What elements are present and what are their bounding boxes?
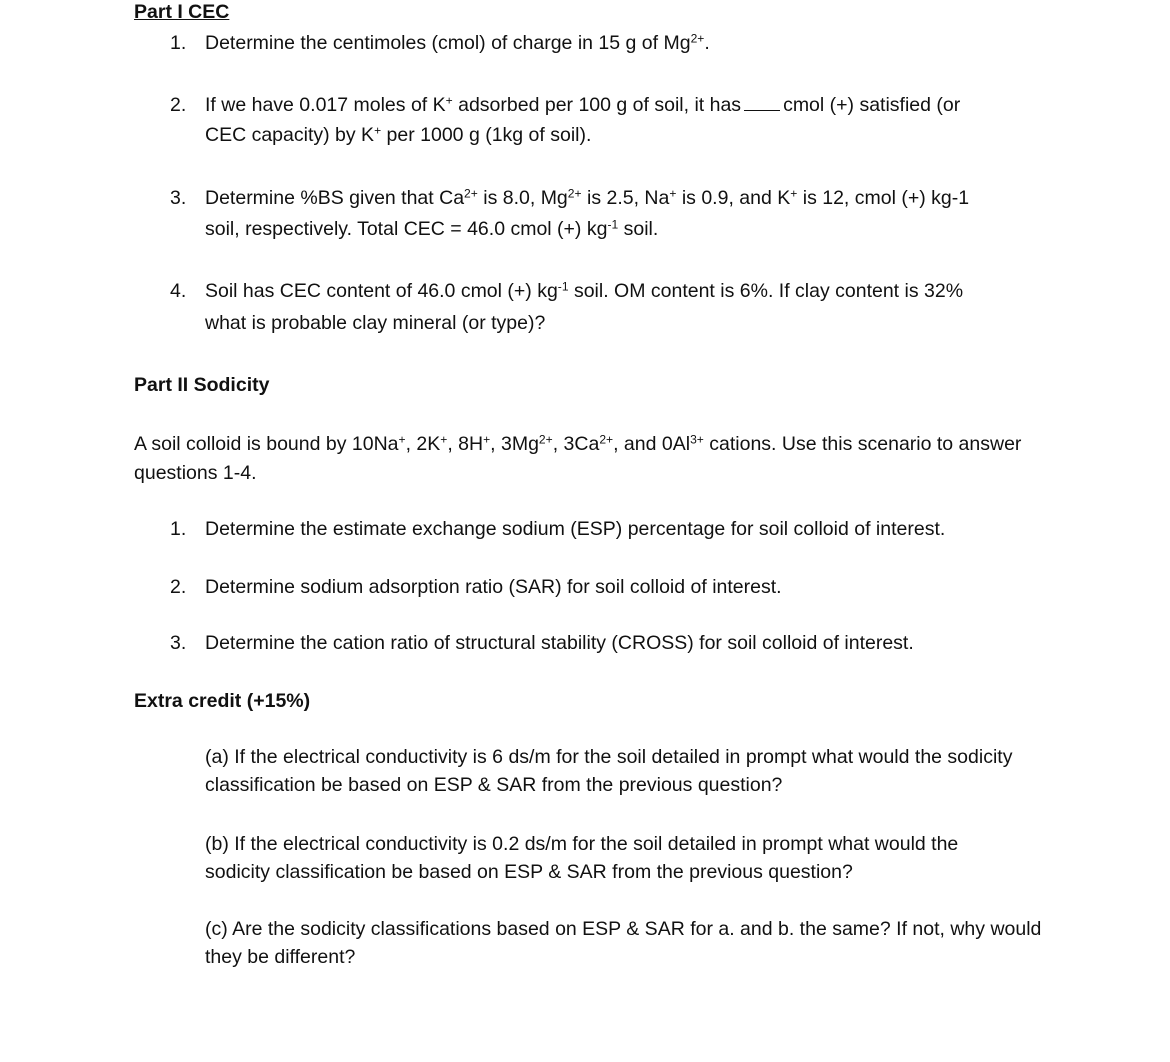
question-text: Determine sodium adsorption ratio (SAR) for soil colloid of interest. (205, 576, 782, 598)
superscript: + (790, 186, 798, 201)
question-text-line (205, 280, 963, 303)
intro-line (134, 462, 257, 485)
superscript: -1 (607, 217, 619, 232)
text-segment: soil. OM content is 6%. If clay content is 32% (568, 280, 964, 302)
text-segment: cmol (+) satisfied (or (783, 94, 961, 116)
answer-blank (744, 109, 780, 111)
question-number: 2. (170, 576, 187, 598)
text-segment: Determine the centimoles (cmol) of charge in 15 g of Mg (205, 32, 691, 54)
text-segment: is 2.5, Na (581, 187, 670, 209)
superscript: 2+ (538, 432, 553, 447)
superscript: + (669, 186, 677, 201)
extra-item-line: sodicity classification be based on ESP & SAR from the previous question? (205, 861, 853, 883)
superscript: 3+ (690, 432, 704, 447)
question-number: 2. (170, 94, 187, 116)
question-number: 3. (170, 632, 187, 654)
question-number: 1. (170, 518, 187, 540)
text-segment: , and 0Al (613, 433, 691, 455)
question-number: 3. (170, 187, 187, 209)
question-number: 4. (170, 280, 187, 302)
question-text-line (205, 187, 969, 210)
text-segment: , 2K (405, 433, 441, 455)
question-text: Determine the estimate exchange sodium (ESP) percentage for soil colloid of interest. (205, 518, 946, 540)
superscript: + (440, 432, 448, 447)
superscript: + (483, 432, 491, 447)
text-segment: A soil colloid is bound by 10Na (134, 433, 399, 455)
superscript: 2+ (690, 31, 705, 46)
question-text-line (205, 94, 960, 117)
superscript: + (398, 432, 406, 447)
text-segment: soil. (618, 218, 659, 240)
text-segment: questions 1-4. (134, 462, 257, 484)
text-segment: Determine %BS given that Ca (205, 187, 465, 209)
extra-credit-title: Extra credit (+15%) (134, 690, 311, 712)
text-segment: is 12, cmol (+) kg-1 (797, 187, 970, 209)
text-segment: , 3Mg (490, 433, 539, 455)
question-number: 1. (170, 32, 187, 54)
intro-line (134, 433, 1021, 456)
question-text-line (205, 218, 658, 241)
text-segment: adsorbed per 100 g of soil, it has (452, 94, 742, 116)
part1-title: Part I CEC (134, 1, 230, 23)
text-segment: , 3Ca (552, 433, 600, 455)
text-segment: per 1000 g (1kg of soil). (381, 124, 592, 146)
superscript: 2+ (464, 186, 478, 201)
superscript: 2+ (599, 432, 614, 447)
text-segment: is 0.9, and K (676, 187, 791, 209)
part2-title: Part II Sodicity (134, 374, 270, 396)
superscript: + (374, 123, 382, 138)
text-segment: . (704, 32, 710, 54)
question-text-line (205, 312, 545, 335)
text-segment: If we have 0.017 moles of K (205, 94, 446, 116)
superscript: 2+ (567, 186, 582, 201)
text-segment: soil, respectively. Total CEC = 46.0 cmol (+) kg (205, 218, 608, 240)
extra-item-line: (a) If the electrical conductivity is 6 ds/m for the soil detailed in prompt what would the sodicity (205, 746, 1013, 768)
text-segment: cations. Use this scenario to answer (703, 433, 1022, 455)
extra-item-line: classification be based on ESP & SAR from the previous question? (205, 774, 783, 796)
text-segment: , 8H (447, 433, 484, 455)
text-segment: Soil has CEC content of 46.0 cmol (+) kg (205, 280, 558, 302)
question-text (205, 32, 710, 55)
extra-item-line: (b) If the electrical conductivity is 0.2 ds/m for the soil detailed in prompt what would the (205, 833, 959, 855)
extra-item-line: they be different? (205, 946, 356, 968)
text-segment: is 8.0, Mg (477, 187, 568, 209)
text-segment: CEC capacity) by K (205, 124, 375, 146)
text-segment: what is probable clay mineral (or type)? (205, 312, 546, 334)
superscript: + (445, 93, 453, 108)
superscript: -1 (557, 279, 569, 294)
question-text-line (205, 124, 591, 147)
extra-item-line: (c) Are the sodicity classifications based on ESP & SAR for a. and b. the same? If not, why would (205, 918, 1042, 940)
question-text: Determine the cation ratio of structural stability (CROSS) for soil colloid of interest. (205, 632, 914, 654)
